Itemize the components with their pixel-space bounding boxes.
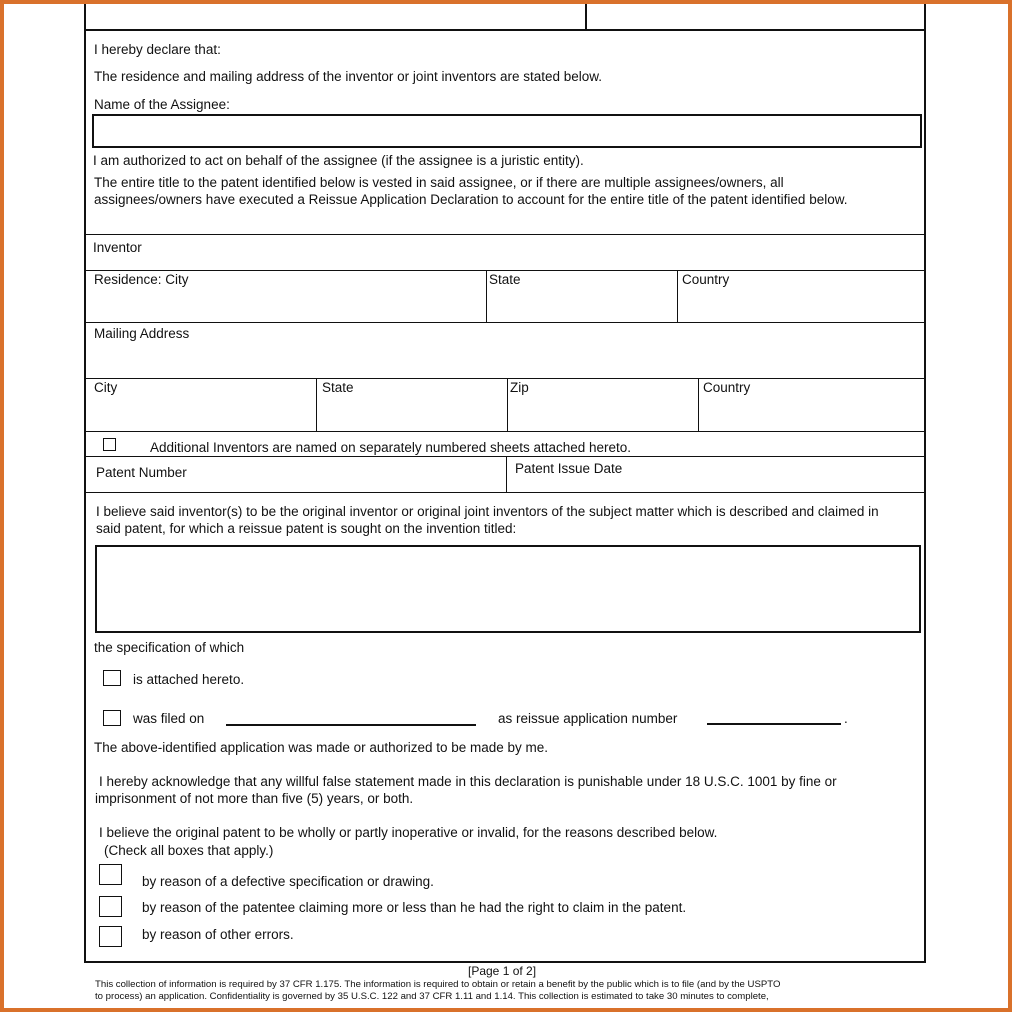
additional-inventors-text: Additional Inventors are named on separately numbered sheets attached hereto. bbox=[150, 440, 632, 455]
authorized-statement: I am authorized to act on behalf of the assignee (if the assignee is a juristic entity). bbox=[93, 153, 584, 168]
form-bottom-rule bbox=[84, 961, 926, 963]
header-left-border bbox=[84, 0, 86, 30]
patent-issue-date-input[interactable] bbox=[640, 460, 920, 488]
assignee-label: Name of the Assignee: bbox=[94, 97, 230, 112]
invention-title-input[interactable] bbox=[95, 545, 921, 633]
footer-line2: to process) an application. Confidentiality is governed by 35 U.S.C. 122 and 37 CFR 1.11 and 1.14. This collection is estimated to take 30 minutes to complete, bbox=[95, 991, 769, 1002]
zip-input[interactable] bbox=[510, 398, 696, 428]
reason-defective-checkbox[interactable] bbox=[99, 864, 122, 885]
page-indicator: [Page 1 of 2] bbox=[468, 964, 537, 978]
residence-country-label: Country bbox=[682, 272, 730, 287]
form-left-border bbox=[84, 29, 86, 963]
patent-divider bbox=[506, 456, 507, 492]
state-label: State bbox=[322, 380, 354, 395]
was-filed-text: was filed on bbox=[133, 711, 205, 726]
city-label: City bbox=[94, 380, 118, 395]
patent-number-input[interactable] bbox=[200, 460, 500, 488]
patent-number-label: Patent Number bbox=[96, 465, 187, 480]
residence-city-input[interactable] bbox=[88, 290, 484, 320]
mailing-address-label: Mailing Address bbox=[94, 326, 190, 341]
residence-state-divider bbox=[486, 270, 487, 322]
inventor-label: Inventor bbox=[93, 240, 142, 255]
reason-other-text: by reason of other errors. bbox=[142, 927, 294, 942]
reissue-app-number-input[interactable] bbox=[707, 723, 841, 725]
address-zip-divider bbox=[507, 378, 508, 431]
reissue-app-number-text: as reissue application number bbox=[498, 711, 678, 726]
country-input[interactable] bbox=[701, 398, 922, 428]
residence-state-label: State bbox=[489, 272, 521, 287]
form-right-border bbox=[924, 29, 926, 963]
zip-label: Zip bbox=[510, 380, 529, 395]
address-state-divider bbox=[316, 378, 317, 431]
inoperative-line1: I believe the original patent to be wholly or partly inoperative or invalid, for the reasons described below. bbox=[99, 825, 718, 840]
above-identified-text: The above-identified application was made or authorized to be made by me. bbox=[94, 740, 549, 755]
country-label: Country bbox=[703, 380, 751, 395]
patent-issue-date-label: Patent Issue Date bbox=[515, 461, 623, 476]
attached-hereto-text: is attached hereto. bbox=[133, 672, 245, 687]
filed-date-input[interactable] bbox=[226, 724, 476, 726]
inoperative-line2: (Check all boxes that apply.) bbox=[104, 843, 274, 858]
additional-top-rule bbox=[84, 431, 926, 432]
attached-hereto-checkbox[interactable] bbox=[103, 670, 121, 686]
inventor-name-input[interactable] bbox=[86, 256, 922, 270]
reason-defective-text: by reason of a defective specification or drawing. bbox=[142, 874, 434, 889]
mailing-address-input[interactable] bbox=[88, 344, 922, 376]
was-filed-checkbox[interactable] bbox=[103, 710, 121, 726]
residence-country-divider bbox=[677, 270, 678, 322]
inventor-top-rule bbox=[84, 234, 926, 235]
form-header-fragment bbox=[96, 0, 556, 8]
state-input[interactable] bbox=[319, 398, 505, 428]
residence-statement: The residence and mailing address of the inventor or joint inventors are stated below. bbox=[94, 69, 603, 84]
address-country-divider bbox=[698, 378, 699, 431]
header-bottom-rule bbox=[84, 29, 926, 31]
reason-claiming-text: by reason of the patentee claiming more or less than he had the right to claim in the patent. bbox=[142, 900, 687, 915]
address-top-rule bbox=[84, 378, 926, 379]
patent-bottom-rule bbox=[84, 492, 926, 493]
footer-line1: This collection of information is required by 37 CFR 1.175. The information is required to obtain or retain a benefit by the public which is to file (and by the USPTO bbox=[95, 979, 781, 990]
header-divider bbox=[585, 0, 587, 30]
acknowledge-text: I hereby acknowledge that any willful false statement made in this declaration is punishable under 18 U.S.C. 1001 by fine or imprisonment of not more than five (5) years, or both. bbox=[95, 774, 837, 806]
city-input[interactable] bbox=[88, 398, 314, 428]
header-right-border bbox=[924, 0, 926, 30]
residence-country-input[interactable] bbox=[680, 290, 922, 320]
title-statement: The entire title to the patent identified below is vested in said assignee, or if there are multiple assignees/owners, all assignees/owners have executed a Reissue Application Declaration to account for the entire title of the patent identified below. bbox=[94, 175, 848, 207]
declare-intro: I hereby declare that: bbox=[94, 42, 221, 57]
reason-claiming-checkbox[interactable] bbox=[99, 896, 122, 917]
mailing-top-rule bbox=[84, 322, 926, 323]
believe-statement: I believe said inventor(s) to be the original inventor or original joint inventors of the subject matter which is described and claimed in said patent, for which a reissue patent is sought on the invention titled: bbox=[96, 504, 879, 536]
residence-state-input[interactable] bbox=[489, 290, 675, 320]
reason-other-checkbox[interactable] bbox=[99, 926, 122, 947]
additional-inventors-checkbox[interactable] bbox=[103, 438, 116, 451]
specification-label: the specification of which bbox=[94, 640, 245, 655]
reissue-period: . bbox=[844, 711, 848, 726]
assignee-name-input[interactable] bbox=[92, 114, 922, 148]
patent-top-rule bbox=[84, 456, 926, 457]
residence-city-label: Residence: City bbox=[94, 272, 189, 287]
